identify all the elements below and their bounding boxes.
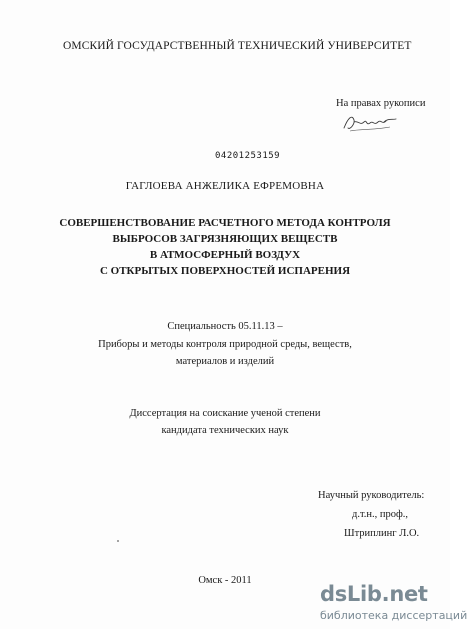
degree-line: кандидата технических наук	[161, 425, 289, 436]
handwritten-signature	[340, 110, 400, 136]
title-line: ВЫБРОСОВ ЗАГРЯЗНЯЮЩИХ ВЕЩЕСТВ	[112, 233, 338, 245]
specialty-block	[0, 318, 450, 371]
watermark-logo	[320, 582, 467, 626]
title-line: С ОТКРЫТЫХ ПОВЕРХНОСТЕЙ ИСПАРЕНИЯ	[99, 265, 351, 277]
degree-line: Диссертация на соискание ученой степени	[129, 408, 321, 419]
specialty-line: Приборы и методы контроля природной среды, веществ,	[98, 338, 352, 350]
watermark-subtitle: библиотека диссертаций	[320, 609, 467, 622]
dissertation-title	[0, 215, 450, 279]
author-name: ГАГЛОЕВА АНЖЕЛИКА ЕФРЕМОВНА	[125, 180, 325, 192]
advisor-name: Штриплинг Л.О.	[344, 528, 420, 539]
specialty-line: материалов и изделий	[175, 356, 275, 367]
title-line: СОВЕРШЕНСТВОВАНИЕ РАСЧЕТНОГО МЕТОДА КОНТРОЛЯ	[59, 217, 391, 229]
university-name: ОМСКИЙ ГОСУДАРСТВЕННЫЙ ТЕХНИЧЕСКИЙ УНИВЕРСИТЕТ	[63, 40, 412, 52]
scan-speck	[117, 540, 119, 542]
advisor-label: Научный руководитель:	[318, 490, 425, 501]
rights-notice: На правах рукописи	[336, 98, 426, 109]
title-line: В АТМОСФЕРНЫЙ ВОЗДУХ	[149, 249, 301, 261]
degree-block	[0, 405, 450, 439]
specialty-line: Специальность 05.11.13 –	[167, 321, 283, 332]
watermark-brand: dsLib.net	[320, 582, 428, 606]
advisor-block	[318, 486, 424, 543]
city-year: Омск - 2011	[198, 575, 252, 586]
registration-number: 04201253159	[215, 151, 281, 161]
advisor-degree: д.т.н., проф.,	[352, 509, 409, 520]
